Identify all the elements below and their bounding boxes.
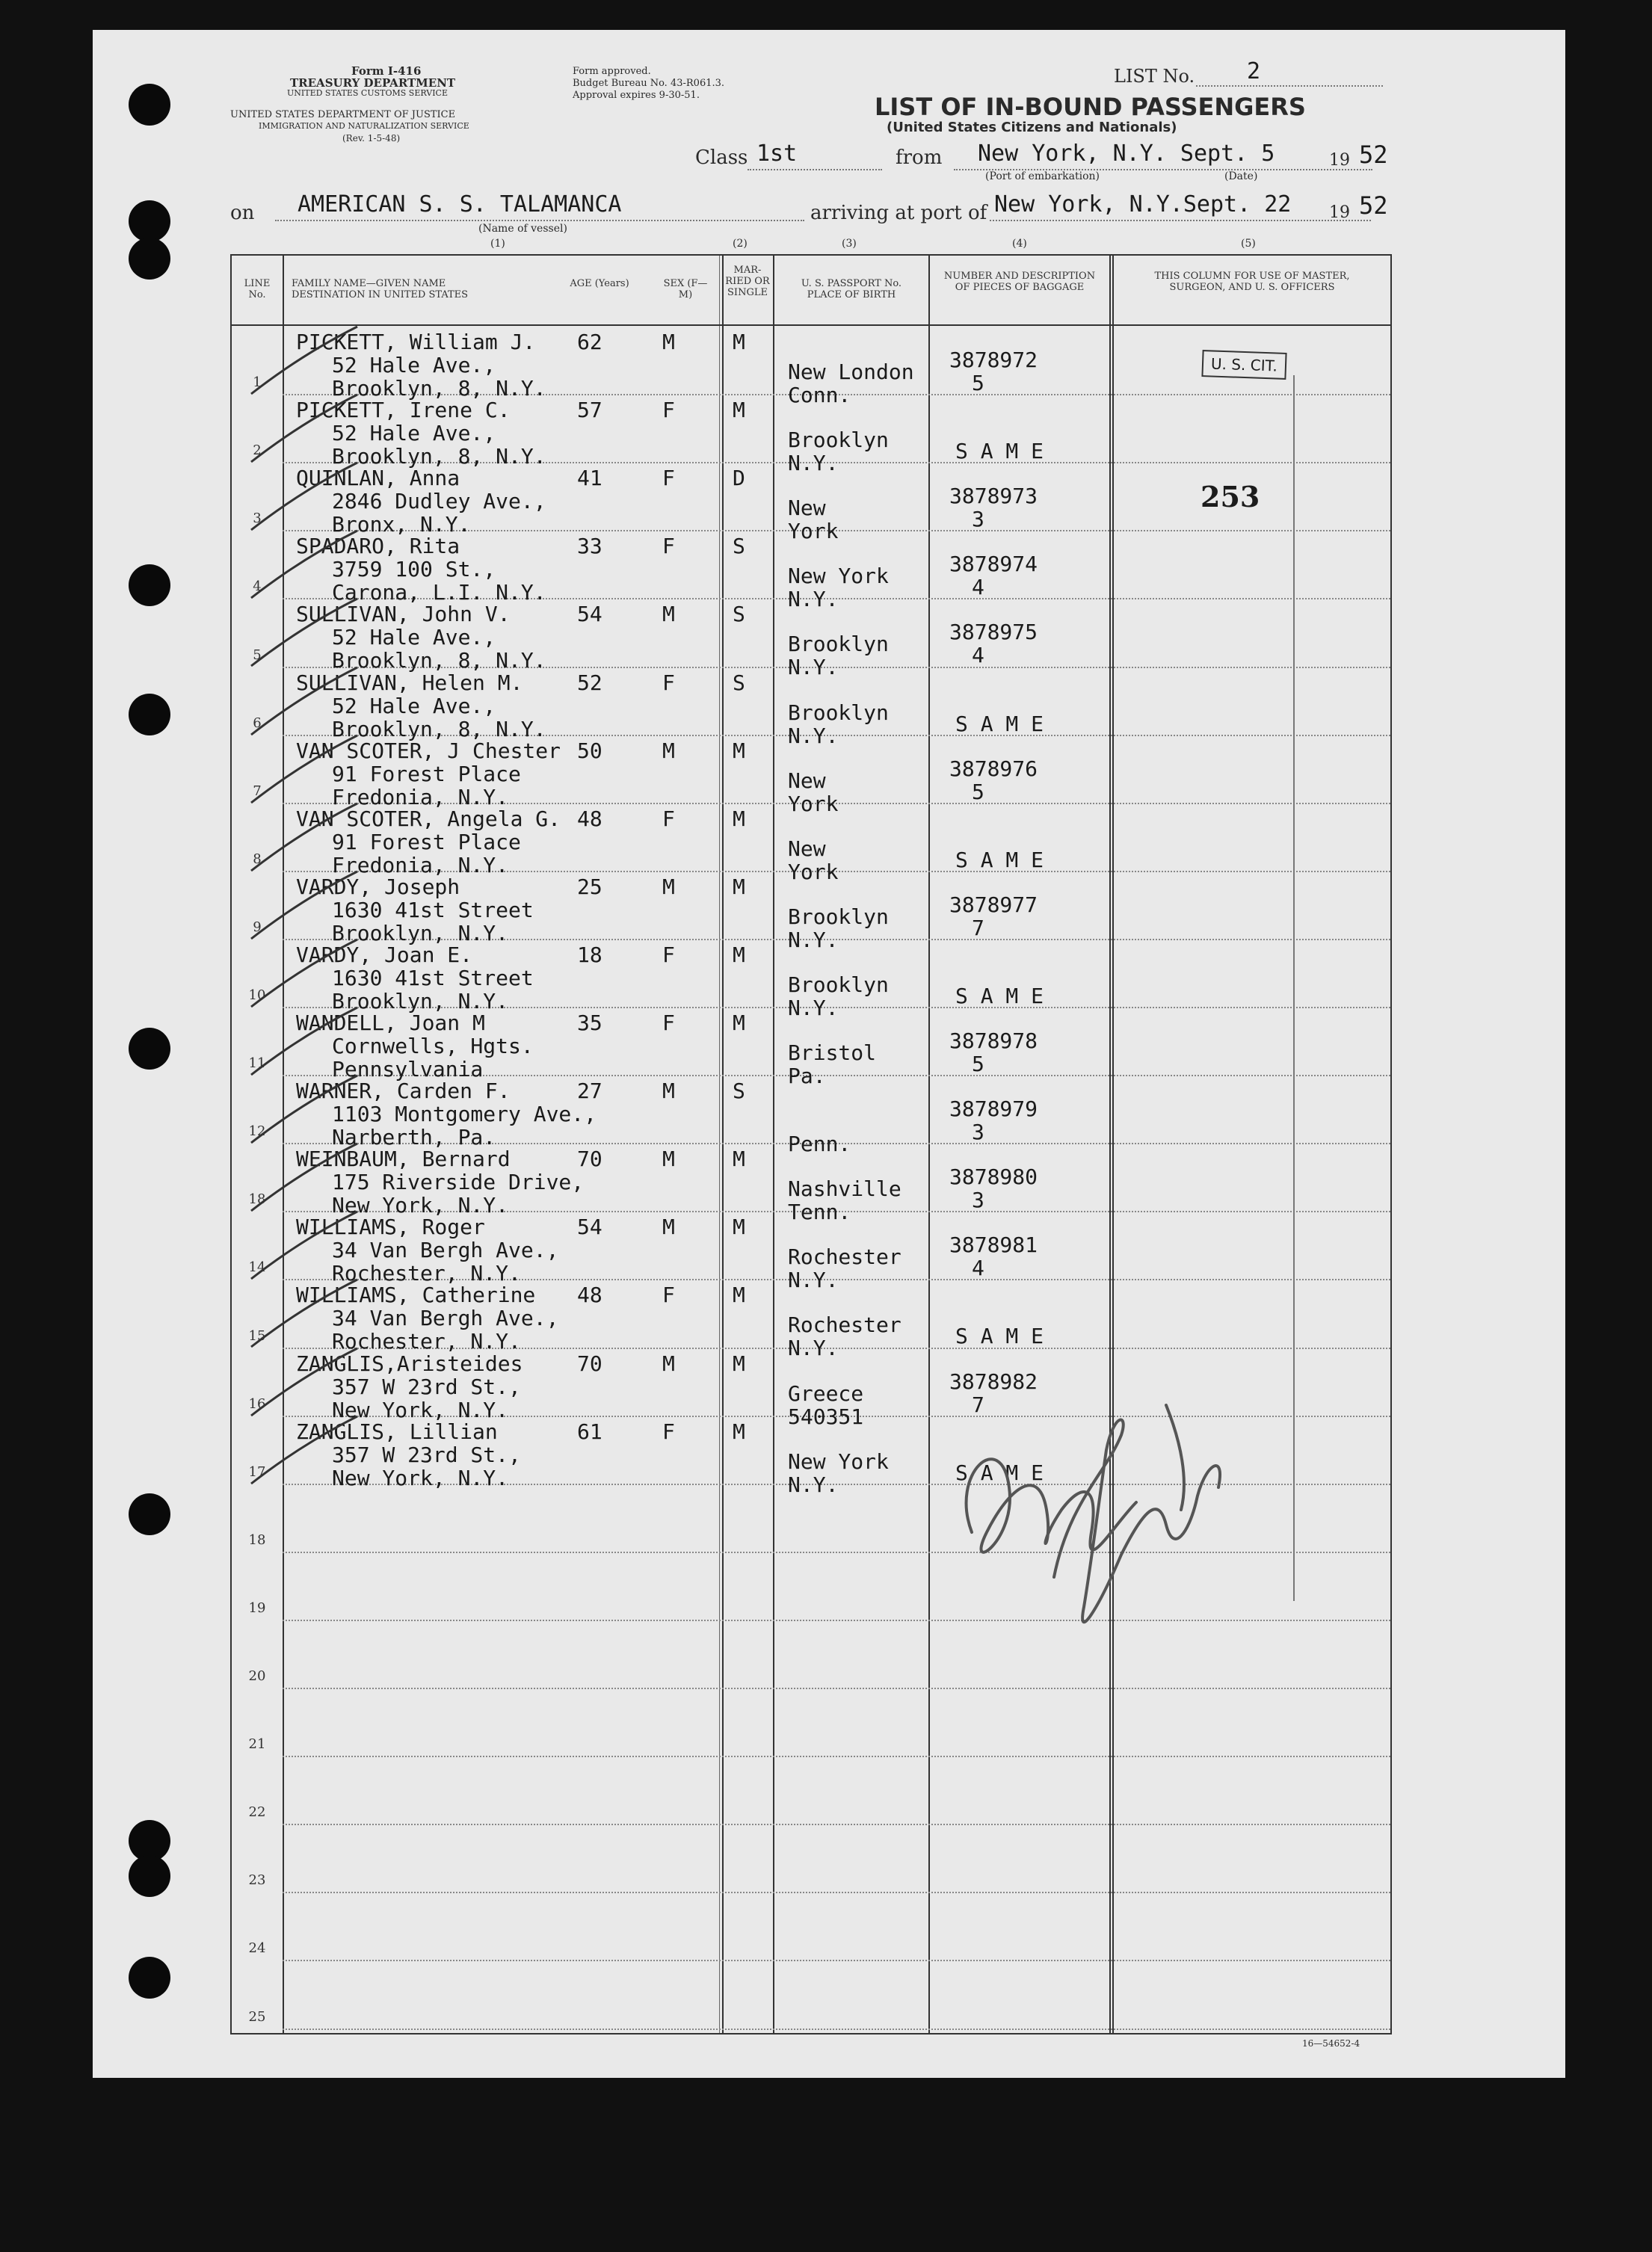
citizen-stamp: U. S. CIT. (1201, 350, 1286, 380)
row-rule (283, 1756, 1390, 1757)
passenger-age: 48 (577, 1283, 602, 1308)
row-rule (283, 1892, 1390, 1893)
address-line: Brooklyn, 8, N.Y. (332, 444, 546, 469)
binder-hole (129, 84, 170, 126)
birthplace-line: Conn. (788, 383, 851, 407)
marital-status: S (733, 670, 745, 695)
address-line: Cornwells, Hgts. (332, 1034, 534, 1058)
baggage-number: 3878980 (949, 1164, 1038, 1190)
marital-status: M (733, 1215, 745, 1240)
birthplace-line: N.Y. (788, 1472, 839, 1497)
column-number: (3) (842, 238, 857, 250)
birthplace-line: N.Y. (788, 723, 839, 748)
justice-label: UNITED STATES DEPARTMENT OF JUSTICE (230, 109, 456, 120)
passenger-name: VAN SCOTER, Angela G. (296, 806, 561, 831)
address-line: 52 Hale Ave., (332, 421, 496, 446)
vessel-name: AMERICAN S. S. TALAMANCA (298, 191, 622, 218)
baggage-pieces: 3 (972, 1120, 984, 1145)
treasury-label: TREASURY DEPARTMENT (290, 76, 456, 90)
baggage-number: 3878973 (949, 484, 1038, 509)
address-line: 1103 Montgomery Ave., (332, 1102, 597, 1127)
row-rule (283, 1960, 1390, 1961)
binder-hole (129, 1957, 170, 1999)
address-line: Brooklyn, 8, N.Y. (332, 376, 546, 401)
binder-hole (129, 1028, 170, 1070)
address-line: 2846 Dudley Ave., (332, 489, 546, 514)
address-line: 357 W 23rd St., (332, 1442, 521, 1467)
approval-line: Approval expires 9-30-51. (573, 90, 700, 101)
address-line: 34 Van Bergh Ave., (332, 1306, 559, 1331)
passenger-sex: F (662, 534, 675, 559)
marital-status: M (733, 806, 745, 831)
passenger-sex: F (662, 466, 675, 491)
baggage-pieces: 3 (972, 1188, 984, 1213)
baggage-number: 3878977 (949, 892, 1038, 917)
baggage-pieces: 5 (972, 779, 984, 804)
passenger-age: 57 (577, 398, 602, 423)
line-number: 18 (248, 1191, 266, 1208)
birthplace-line: New (788, 496, 826, 521)
address-line: 3759 100 St., (332, 557, 496, 582)
birthplace-line: York (788, 859, 839, 884)
list-no-label: LIST No. (1114, 66, 1195, 87)
page-title: LIST OF IN-BOUND PASSENGERS (875, 93, 1306, 121)
column-number: (4) (1012, 238, 1027, 250)
header-sex: SEX (F—M) (663, 278, 708, 300)
birthplace-line: Rochester (788, 1244, 901, 1270)
form-number: Form I-416 (351, 64, 422, 78)
line-number: 21 (248, 1736, 266, 1753)
passenger-sex: F (662, 942, 675, 967)
marital-status: M (733, 1147, 745, 1172)
line-number: 3 (253, 510, 262, 527)
binder-hole (129, 564, 170, 606)
marital-status: M (733, 874, 745, 899)
line-number: 24 (248, 1940, 266, 1957)
passenger-name: WARNER, Carden F. (296, 1079, 511, 1104)
marital-status: M (733, 330, 745, 354)
address-line: 91 Forest Place (332, 761, 521, 786)
marital-status: M (733, 738, 745, 763)
line-number: 5 (253, 647, 262, 663)
port-caption: (Port of embarkation) (985, 170, 1100, 182)
passenger-table (230, 254, 1392, 2034)
address-line: Narberth, Pa. (332, 1125, 496, 1150)
baggage-pieces: 3 (972, 507, 984, 532)
arrival-year: 52 (1359, 191, 1388, 220)
passenger-sex: M (662, 1079, 675, 1104)
from-label: from (896, 146, 943, 169)
baggage-number: 3878975 (949, 620, 1038, 645)
header-officers: THIS COLUMN FOR USE OF MASTER, SURGEON, AND U. S. OFFICERS (1154, 271, 1350, 293)
birthplace-line: N.Y. (788, 927, 839, 952)
birthplace-line: N.Y. (788, 587, 839, 612)
address-line: 1630 41st Street (332, 897, 534, 922)
birthplace-line: Rochester (788, 1312, 901, 1338)
birthplace-line: New (788, 768, 826, 793)
line-number: 11 (248, 1055, 266, 1072)
baggage-pieces: 4 (972, 643, 984, 668)
binder-hole (129, 1493, 170, 1535)
header-baggage: NUMBER AND DESCRIPTION OF PIECES OF BAGGAGE (943, 271, 1096, 293)
binder-hole (129, 694, 170, 735)
address-line: Rochester, N.Y. (332, 1261, 521, 1286)
line-number: 9 (253, 919, 262, 935)
passenger-age: 54 (577, 602, 602, 627)
marital-status: M (733, 1419, 745, 1444)
address-line: 34 Van Bergh Ave., (332, 1238, 559, 1263)
row-rule (283, 2029, 1390, 2030)
passenger-sex: F (662, 670, 675, 695)
passenger-sex: F (662, 1011, 675, 1035)
passenger-sex: F (662, 1419, 675, 1444)
address-line: 52 Hale Ave., (332, 693, 496, 718)
address-line: Bronx, N.Y. (332, 512, 471, 537)
passenger-name: WEINBAUM, Bernard (296, 1147, 511, 1172)
row-rule (283, 1824, 1390, 1825)
line-number: 10 (248, 987, 266, 1003)
baggage-pieces: S A M E (955, 1460, 1044, 1485)
address-line: Fredonia, N.Y. (332, 784, 509, 809)
birthplace-line: New York (788, 564, 889, 589)
birthplace-line: N.Y. (788, 655, 839, 680)
passenger-name: SULLIVAN, John V. (296, 602, 511, 627)
line-number: 4 (253, 579, 262, 595)
birthplace-line: Brooklyn (788, 904, 889, 929)
line-number: 19 (248, 1599, 266, 1616)
passenger-sex: M (662, 602, 675, 627)
line-number: 20 (248, 1668, 266, 1684)
birthplace-line: New London (788, 360, 914, 384)
year-prefix: 19 (1329, 203, 1350, 222)
address-line: 175 Riverside Drive, (332, 1170, 585, 1195)
customs-label: UNITED STATES CUSTOMS SERVICE (287, 88, 448, 98)
binder-hole (129, 238, 170, 280)
passenger-name: PICKETT, Irene C. (296, 398, 511, 423)
baggage-number: 3878981 (949, 1233, 1038, 1258)
passenger-name: WILLIAMS, Catherine (296, 1283, 536, 1308)
column-number: (2) (733, 238, 748, 250)
address-line: Carona, L.I. N.Y. (332, 580, 546, 605)
marital-status: M (733, 398, 745, 423)
check-mark-icon (245, 1413, 365, 1495)
baggage-pieces: S A M E (955, 711, 1044, 736)
passenger-name: PICKETT, William J. (296, 330, 536, 354)
passenger-name: QUINLAN, Anna (296, 466, 460, 491)
passenger-age: 52 (577, 670, 602, 695)
baggage-pieces: 4 (972, 575, 984, 600)
column-number: (1) (490, 238, 505, 250)
line-number: 16 (248, 1395, 266, 1412)
page-subtitle: (United States Citizens and Nationals) (887, 120, 1177, 135)
baggage-pieces: S A M E (955, 439, 1044, 464)
marital-status: M (733, 1283, 745, 1308)
line-number: 14 (248, 1259, 266, 1276)
address-line: 52 Hale Ave., (332, 625, 496, 650)
officer-signature (942, 1383, 1241, 1667)
address-line: New York, N.Y. (332, 1193, 509, 1218)
passenger-age: 62 (577, 330, 602, 354)
line-number: 23 (248, 1872, 266, 1889)
address-line: Rochester, N.Y. (332, 1329, 521, 1354)
birthplace-line: 540351 (788, 1404, 864, 1429)
marital-status: M (733, 1011, 745, 1035)
address-line: 91 Forest Place (332, 829, 521, 854)
binder-hole (129, 1855, 170, 1897)
baggage-number: 3878979 (949, 1096, 1038, 1122)
birthplace-line: York (788, 519, 839, 544)
address-line: New York, N.Y. (332, 1465, 509, 1490)
on-label: on (230, 202, 255, 224)
birthplace-line: Greece (788, 1380, 864, 1406)
line-number: 8 (253, 851, 262, 867)
embarkation-year: 52 (1359, 141, 1388, 169)
line-number: 15 (248, 1327, 266, 1344)
line-number: 12 (248, 1123, 266, 1140)
address-line: Brooklyn, N.Y. (332, 920, 509, 945)
footer-code: 16—54652-4 (1302, 2038, 1360, 2049)
address-line: Pennsylvania (332, 1057, 484, 1082)
header-line-no: LINE No. (244, 278, 271, 300)
revision-label: (Rev. 1-5-48) (342, 133, 401, 144)
baggage-pieces: S A M E (955, 983, 1044, 1008)
passenger-age: 41 (577, 466, 602, 491)
birthplace-line: Bristol (788, 1040, 877, 1065)
line-number: 6 (253, 715, 262, 731)
line-number: 25 (248, 2008, 266, 2025)
passenger-sex: M (662, 738, 675, 763)
passenger-age: 25 (577, 874, 602, 899)
birthplace-line: Brooklyn (788, 632, 889, 657)
passenger-name: VARDY, Joan E. (296, 942, 473, 967)
birthplace-line: Tenn. (788, 1200, 851, 1225)
approval-line: Budget Bureau No. 43-R061.3. (573, 78, 725, 89)
birthplace-line: N.Y. (788, 451, 839, 476)
officer-number: 253 (1201, 480, 1260, 513)
birthplace-line: Pa. (788, 1064, 826, 1088)
birthplace-line: N.Y. (788, 995, 839, 1020)
address-line: Brooklyn, 8, N.Y. (332, 648, 546, 673)
address-line: 357 W 23rd St., (332, 1374, 521, 1399)
passenger-age: 70 (577, 1147, 602, 1172)
arriving-label: arriving at port of (810, 202, 987, 224)
baggage-pieces: S A M E (955, 847, 1044, 872)
birthplace-line: New (788, 836, 826, 861)
baggage-pieces: 5 (972, 371, 984, 395)
birthplace-line: N.Y. (788, 1336, 839, 1361)
date-caption: (Date) (1224, 170, 1258, 182)
marital-status: S (733, 534, 745, 559)
passenger-name: ZANGLIS, Lillian (296, 1419, 498, 1444)
passenger-sex: M (662, 1351, 675, 1376)
passenger-age: 33 (577, 534, 602, 559)
passenger-sex: M (662, 1215, 675, 1240)
passenger-sex: M (662, 1147, 675, 1172)
passenger-name: VAN SCOTER, J Chester (296, 738, 561, 763)
passenger-age: 27 (577, 1079, 602, 1104)
passenger-sex: F (662, 1283, 675, 1308)
class-label: Class (695, 146, 748, 169)
passenger-age: 35 (577, 1011, 602, 1035)
marital-status: D (733, 466, 745, 491)
passenger-sex: F (662, 398, 675, 423)
marital-status: M (733, 942, 745, 967)
birthplace-line: New York (788, 1449, 889, 1474)
baggage-pieces: 7 (972, 915, 984, 940)
header-name: FAMILY NAME—GIVEN NAME DESTINATION IN UNITED STATES (292, 278, 469, 300)
passenger-age: 61 (577, 1419, 602, 1444)
line-number: 17 (248, 1463, 266, 1480)
passenger-name: ZANGLIS,Aristeides (296, 1351, 523, 1376)
class-value: 1st (756, 141, 798, 167)
line-number: 22 (248, 1804, 266, 1821)
birthplace-line: York (788, 791, 839, 816)
line-number: 2 (253, 442, 262, 459)
passenger-sex: M (662, 874, 675, 899)
approval-line: Form approved. (573, 66, 651, 77)
passenger-age: 54 (577, 1215, 602, 1240)
marital-status: S (733, 1079, 745, 1104)
address-line: Fredonia, N.Y. (332, 852, 509, 877)
birthplace-line: Penn. (788, 1132, 851, 1157)
baggage-number: 3878978 (949, 1028, 1038, 1053)
line-number: 1 (253, 374, 262, 391)
marital-status: M (733, 1351, 745, 1376)
birthplace-line: Brooklyn (788, 972, 889, 997)
baggage-pieces: 7 (972, 1392, 984, 1417)
address-line: Brooklyn, 8, N.Y. (332, 716, 546, 741)
address-line: 52 Hale Ave., (332, 353, 496, 377)
passenger-name: WILLIAMS, Roger (296, 1215, 485, 1240)
vessel-caption: (Name of vessel) (478, 223, 567, 235)
baggage-number: 3878972 (949, 348, 1038, 372)
header-age: AGE (Years) (570, 278, 629, 289)
column-number: (5) (1241, 238, 1256, 250)
passenger-age: 50 (577, 738, 602, 763)
birthplace-line: Nashville (788, 1176, 901, 1202)
baggage-number: 3878982 (949, 1369, 1038, 1394)
address-line: Brooklyn, N.Y. (332, 988, 509, 1014)
line-number: 7 (253, 783, 262, 799)
baggage-number: 3878976 (949, 756, 1038, 781)
birthplace-line: Brooklyn (788, 428, 889, 453)
baggage-pieces: 4 (972, 1256, 984, 1281)
binder-hole (129, 200, 170, 242)
passenger-name: SULLIVAN, Helen M. (296, 670, 523, 695)
passenger-age: 18 (577, 942, 602, 967)
marital-status: S (733, 602, 745, 627)
list-no-value: 2 (1247, 58, 1261, 84)
baggage-number: 3878974 (949, 552, 1038, 577)
row-rule (283, 1688, 1390, 1689)
passenger-name: SPADARO, Rita (296, 534, 460, 559)
arrival-value: New York, N.Y.Sept. 22 (994, 191, 1292, 218)
passenger-name: WANDELL, Joan M (296, 1011, 485, 1035)
address-line: 1630 41st Street (332, 965, 534, 990)
passenger-age: 70 (577, 1351, 602, 1376)
birthplace-line: Brooklyn (788, 700, 889, 725)
address-line: New York, N.Y. (332, 1397, 509, 1422)
header-passport: U. S. PASSPORT No. PLACE OF BIRTH (801, 278, 902, 300)
baggage-pieces: 5 (972, 1052, 984, 1076)
passenger-name: VARDY, Joseph (296, 874, 460, 899)
embarkation-value: New York, N.Y. Sept. 5 (978, 141, 1275, 167)
ins-label: IMMIGRATION AND NATURALIZATION SERVICE (259, 121, 469, 131)
passenger-sex: F (662, 806, 675, 831)
header-married: MAR- RIED OR SINGLE (725, 265, 770, 298)
birthplace-line: N.Y. (788, 1268, 839, 1293)
passenger-sex: M (662, 330, 675, 354)
year-prefix: 19 (1329, 151, 1350, 170)
baggage-pieces: S A M E (955, 1324, 1044, 1349)
passenger-age: 48 (577, 806, 602, 831)
line-number: 18 (248, 1531, 266, 1548)
